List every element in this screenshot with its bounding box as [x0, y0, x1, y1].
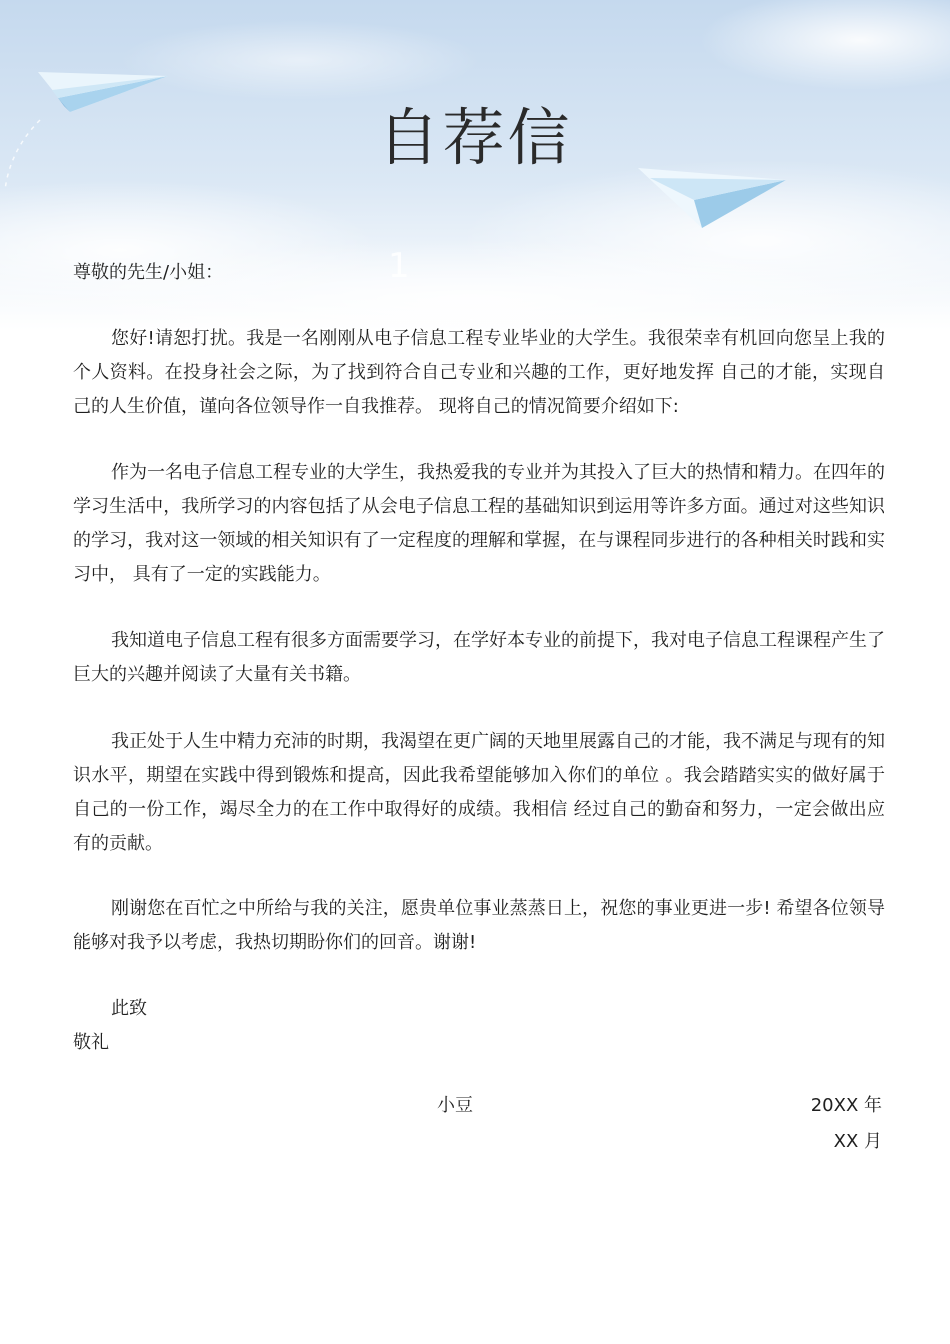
- signature-year: 20XX 年: [810, 1095, 882, 1116]
- signature-month: XX 月: [833, 1131, 882, 1152]
- cloud: [120, 20, 480, 100]
- closing-regards: 敬礼: [73, 1032, 109, 1053]
- signature-name: 小豆: [437, 1095, 473, 1116]
- paragraph: 作为一名电子信息工程专业的大学生，我热爱我的专业并为其投入了巨大的热情和精力。在四年的学习生活中，我所学习的内容包括了从会电子信息工程的基础知识到运用等许多方面。通过对这些知识的学习，我对这一领域的相关知识有了一定程度的理解和掌握，在与课程同步进行的各种相关时践和实习中， 具有了一定的实践能力。: [73, 462, 885, 585]
- page-title: 自荐信: [377, 101, 573, 174]
- paragraph: 您好!请恕打扰。我是一名刚刚从电子信息工程专业毕业的大学生。我很荣幸有机回向您呈上我的个人资料。在投身社会之际，为了找到符合自己专业和兴趣的工作，更好地发挥 自己的才能，实现自己的人生价值，谨向各位领导作一自我推荐。 现将自己的情况简要介绍如下:: [73, 328, 885, 417]
- faint-page-mark: 1: [388, 246, 410, 286]
- paragraph: 我知道电子信息工程有很多方面需要学习，在学好本专业的前提下，我对电子信息工程课程产生了巨大的兴趣并阅读了大量有关书籍。: [73, 630, 885, 685]
- closing-salutation: 此致: [111, 998, 147, 1019]
- greeting: 尊敬的先生/小姐：: [73, 262, 224, 283]
- paragraph: 我正处于人生中精力充沛的时期，我渴望在更广阔的天地里展露自己的才能，我不满足与现有的知识水平，期望在实践中得到锻炼和提高，因此我希望能够加入你们的单位 。我会踏踏实实的做好属于自己的一份工作，竭尽全力的在工作中取得好的成绩。我相信 经过自己的勤奋和努力，一定会做出应有的贡献。: [73, 731, 885, 854]
- paragraph: 刚谢您在百忙之中所给与我的关注，愿贵单位事业蒸蒸日上，祝您的事业更进一步! 希望各位领导能够对我予以考虑，我热切期盼你们的回音。谢谢!: [73, 898, 885, 953]
